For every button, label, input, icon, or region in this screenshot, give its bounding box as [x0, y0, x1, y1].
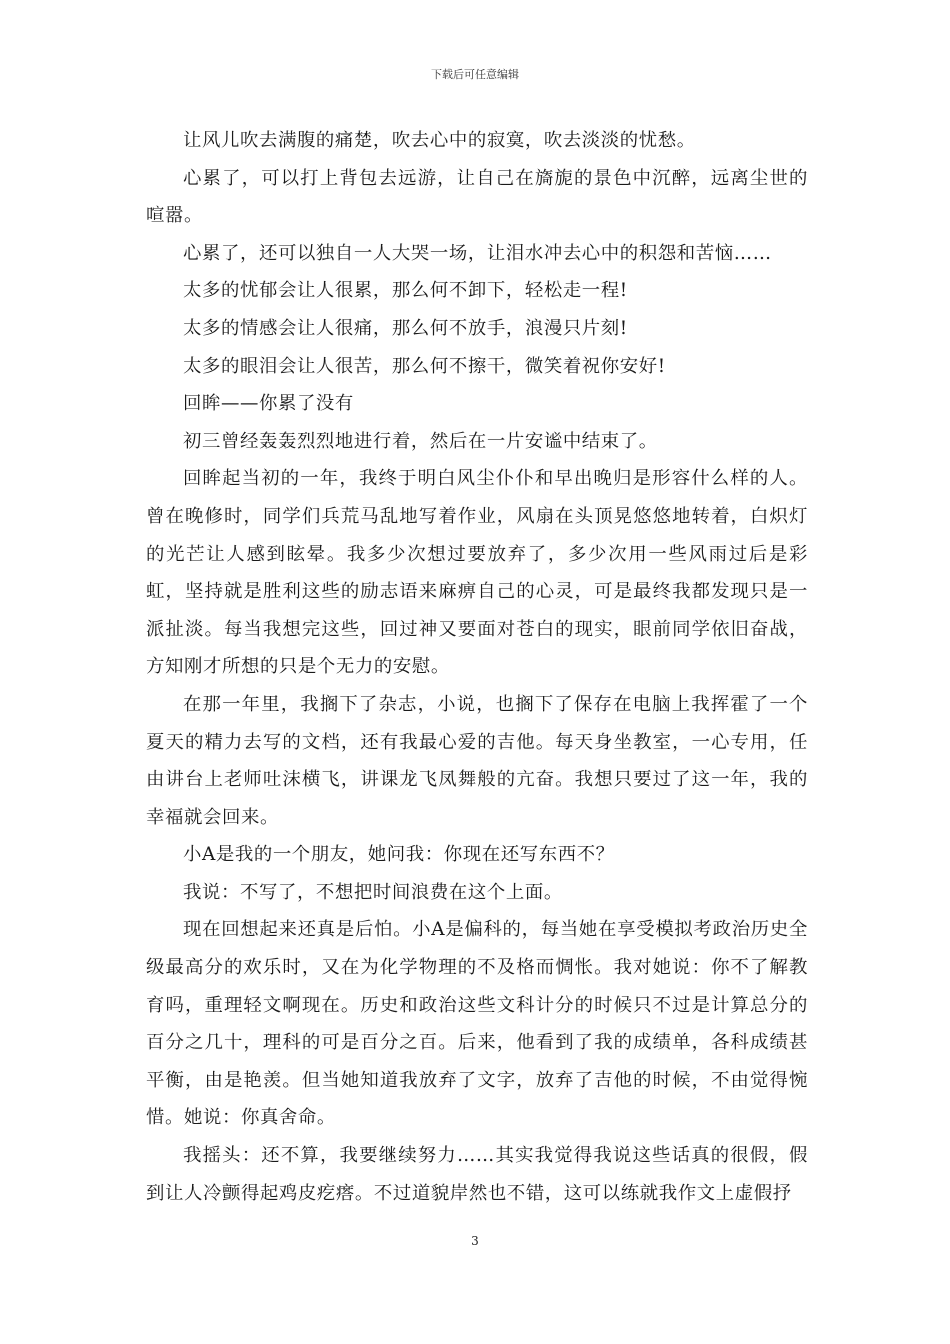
paragraph: 太多的忧郁会让人很累，那么何不卸下，轻松走一程!: [183, 280, 628, 302]
paragraph: 心累了，还可以独自一人大哭一场，让泪水冲去心中的积怨和苦恼……: [183, 242, 772, 264]
paragraph: 太多的情感会让人很痛，那么何不放手，浪漫只片刻!: [183, 317, 628, 339]
paragraph: 让风儿吹去满腹的痛楚，吹去心中的寂寞，吹去淡淡的忧愁。: [183, 130, 696, 151]
paragraph: 现在回想起来还真是后怕。小A是偏科的，每当她在享受模拟考政治历史全级最高分的欢乐时，又在为化学物理的不及格而惆怅。我对她说：你不了解教育吗，重理轻文啊现在。历史和政治这些文科计分的时候只不过是计算总分的百分之几十，理科的可是百分之百。后来，他看到了我的成绩单，各科成绩甚平衡，由是艳羡。但当她知道我放弃了文字，放弃了吉他的时候，不由觉得惋惜。她说：你真舍命。: [146, 919, 808, 1129]
paragraph: 我摇头：还不算，我要继续努力……其实我觉得我说这些话真的很假，假到让人冷颤得起鸡皮疙瘩。不过道貌岸然也不错，这可以练就我作文上虚假抒: [146, 1145, 808, 1204]
page-header: 下载后可任意编辑: [431, 68, 519, 81]
paragraph: 心累了，可以打上背包去远游，让自己在旖旎的景色中沉醉，远离尘世的喧嚣。: [146, 167, 808, 227]
document-body: [146, 122, 808, 1212]
paragraph: 初三曾经轰轰烈烈地进行着，然后在一片安谧中结束了。: [183, 430, 658, 452]
page-number: 3: [471, 1234, 479, 1248]
paragraph: 小A是我的一个朋友，她问我：你现在还写东西不？: [183, 844, 615, 866]
section-heading: 回眸——你累了没有: [183, 393, 354, 415]
paragraph: 我说：不写了，不想把时间浪费在这个上面。: [183, 881, 563, 903]
paragraph: 太多的眼泪会让人很苦，那么何不擦干，微笑着祝你安好!: [183, 355, 666, 377]
paragraph: 回眸起当初的一年，我终于明白风尘仆仆和早出晚归是形容什么样的人。曾在晚修时，同学们兵荒马乱地写着作业，风扇在头顶晃悠悠地转着，白炽灯的光芒让人感到眩晕。我多少次想过要放弃了，多少次用一些风雨过后是彩虹，坚持就是胜利这些的励志语来麻痹自己的心灵，可是最终我都发现只是一派扯淡。每当我想完这些，回过神又要面对苍白的现实，眼前同学依旧奋战，方知刚才所想的只是个无力的安慰。: [146, 468, 808, 678]
paragraph: 在那一年里，我搁下了杂志，小说，也搁下了保存在电脑上我挥霍了一个夏天的精力去写的文档，还有我最心爱的吉他。每天身坐教室，一心专用，任由讲台上老师吐沫横飞，讲课龙飞凤舞般的亢奋。我想只要过了这一年，我的幸福就会回来。: [146, 693, 808, 828]
